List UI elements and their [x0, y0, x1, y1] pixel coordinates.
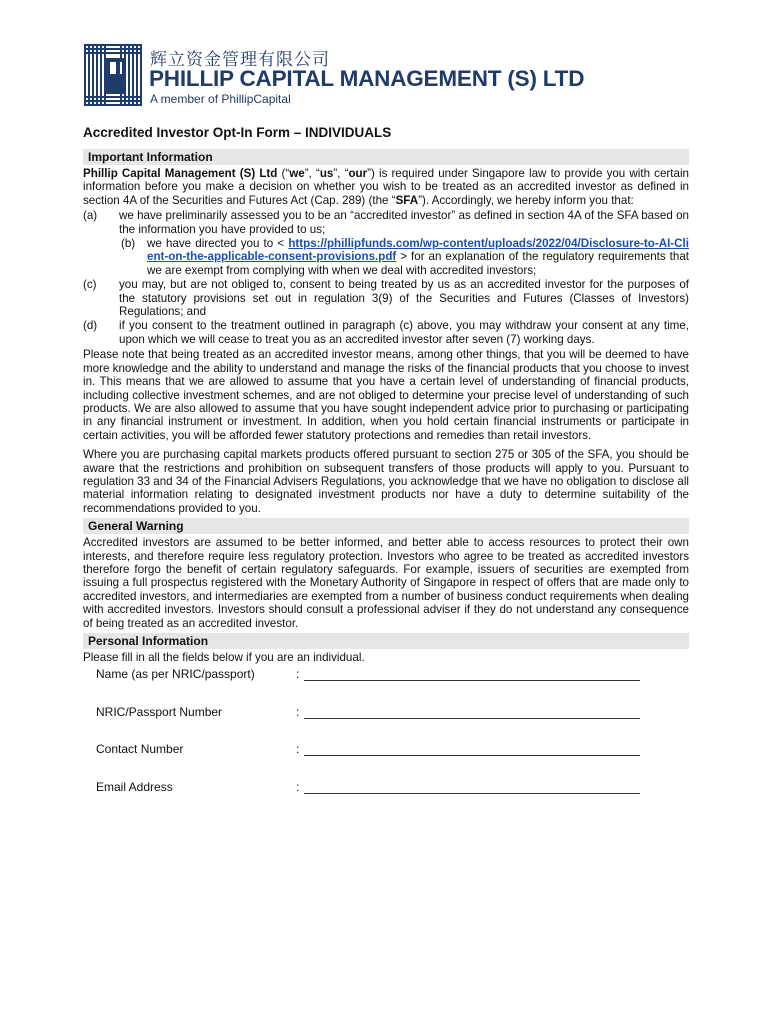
list-item-d: [83, 319, 689, 346]
item-d-label: (d): [83, 319, 98, 333]
nric-input-line[interactable]: [304, 706, 640, 719]
contact-label: Contact Number: [96, 742, 184, 757]
item-b-text: [147, 237, 689, 277]
nric-field: [83, 706, 689, 744]
personal-info-instruction: Please fill in all the fields below if you are an individual.: [83, 651, 365, 664]
intro-sep-1: ”, “: [304, 167, 320, 180]
capital-markets-paragraph: Where you are purchasing capital markets products offered pursuant to section 275 or 305 of the SFA, you should be aware that the restrictions and prohibition on subsequent transfers of those products will apply to you. Pursuant to regulation 33 and 34 of the Financial Advisers Regulations, you acknowledge that we have no obligation to disclose all material information relating to designated investment products nor have a duty to determine suitability of the recommendations provided to you.: [83, 448, 689, 515]
personal-info-heading: Personal Information: [83, 633, 689, 649]
phillip-logo-icon: [84, 44, 142, 106]
name-label: Name (as per NRIC/passport): [96, 667, 255, 682]
item-b-label: (b): [121, 237, 136, 251]
email-input-line[interactable]: [304, 781, 640, 794]
contact-input-line[interactable]: [304, 743, 640, 756]
name-input-line[interactable]: [304, 668, 640, 681]
nric-label: NRIC/Passport Number: [96, 704, 223, 719]
item-a-text: we have preliminarily assessed you to be an “accredited investor” as defined in section 4A of the SFA based on the information you have provided to us;: [119, 209, 689, 236]
intro-sfa: SFA: [395, 193, 419, 207]
form-content: [83, 148, 689, 818]
intro-text-1: (“: [277, 167, 290, 180]
item-d-text: if you consent to the treatment outlined in paragraph (c) above, you may withdraw your consent at any time, upon which we will cease to treat you as an accredited investor after seven (7) working days.: [119, 319, 689, 346]
item-b-post: > for an explanation of the regulatory requirements that we are exempt from complying with when we deal with accredited investors;: [147, 250, 689, 277]
general-warning-text: Accredited investors are assumed to be better informed, and better able to access resources to protect their own interests, and therefore require less regulatory protection. Investors who agree to be treated as accredited investors therefore forgo the benefit of certain regulatory safeguards. For example, issuers of securities are exempted from issuing a full prospectus registered with the Monetary Authority of Singapore in respect of offers that are made only to accredited investors, and intermediaries are exempted from a number of business conduct requirements when dealing with accredited investors. Investors should consult a professional adviser if they do not understand any consequence of being treated as an accredited investor.: [83, 536, 689, 630]
company-name: PHILLIP CAPITAL MANAGEMENT (S) LTD: [149, 66, 585, 91]
item-b-pre: we have directed you to <: [147, 237, 289, 251]
important-info-heading: Important Information: [83, 149, 689, 165]
disclosure-link[interactable]: https://phillipfunds.com/wp-content/uploads/2022/04/Disclosure-to-AI-Client-on-the-applicable-consent-provisions.pdf: [147, 237, 689, 264]
item-c-label: (c): [83, 278, 97, 292]
intro-we: we: [289, 167, 305, 180]
list-item-b: [121, 237, 689, 277]
item-c-text: you may, but are not obliged to, consent to being treated by us as an accredited investor for the purposes of the statutory provisions set out in regulation 3(9) of the Securities and Futures (Classes of Investors) Regulations; and: [119, 278, 689, 319]
deemed-knowledge-paragraph: Please note that being treated as an accredited investor means, among other things, that you will be deemed to have more knowledge and the ability to understand and manage the risks of the financial products that you choose to invest in. This means that we are allowed to assume that you have a certain level of understanding of financial products, including collective investment schemes, and are not obliged to determine your precise level of understanding of such products. We are also allowed to assume that you have sought independent advice prior to purchasing or participating in any financial instrument or investment. In addition, when you hold certain financial instruments or participate in certain activities, you will be afforded fewer statutory protections and remedies than retail investors.: [83, 348, 689, 442]
form-title: Accredited Investor Opt-In Form – INDIVIDUALS: [83, 125, 392, 140]
intro-text-2: ”) is required under Singapore law to provide you with certain information before you make a decision on whether you wish to be treated as an accredited investor as defined in section 4A of the Securities and Futures Act (Cap. 289) (the “: [83, 167, 689, 207]
general-warning-heading: General Warning: [83, 518, 689, 534]
list-item-c: [83, 278, 689, 318]
email-label: Email Address: [96, 779, 173, 794]
nric-sep: :: [296, 704, 300, 719]
intro-text-3: ”). Accordingly, we hereby inform you that:: [418, 193, 634, 207]
contact-field: [83, 743, 689, 781]
intro-us: us: [319, 167, 334, 180]
personal-fields: [83, 668, 689, 818]
list-item-a: [83, 209, 689, 236]
contact-sep: :: [296, 742, 300, 757]
email-sep: :: [296, 779, 300, 794]
email-field: [83, 781, 689, 819]
name-field: [83, 668, 689, 706]
intro-company: Phillip Capital Management (S) Ltd: [83, 167, 278, 180]
intro-paragraph: [83, 167, 689, 207]
intro-our: our: [348, 167, 368, 180]
intro-sep-2: ”, “: [333, 167, 349, 180]
company-chinese-name: 辉立资金管理有限公司: [150, 50, 330, 70]
item-a-label: (a): [83, 209, 98, 223]
name-sep: :: [296, 667, 300, 682]
member-tagline: A member of PhillipCapital: [150, 92, 291, 106]
